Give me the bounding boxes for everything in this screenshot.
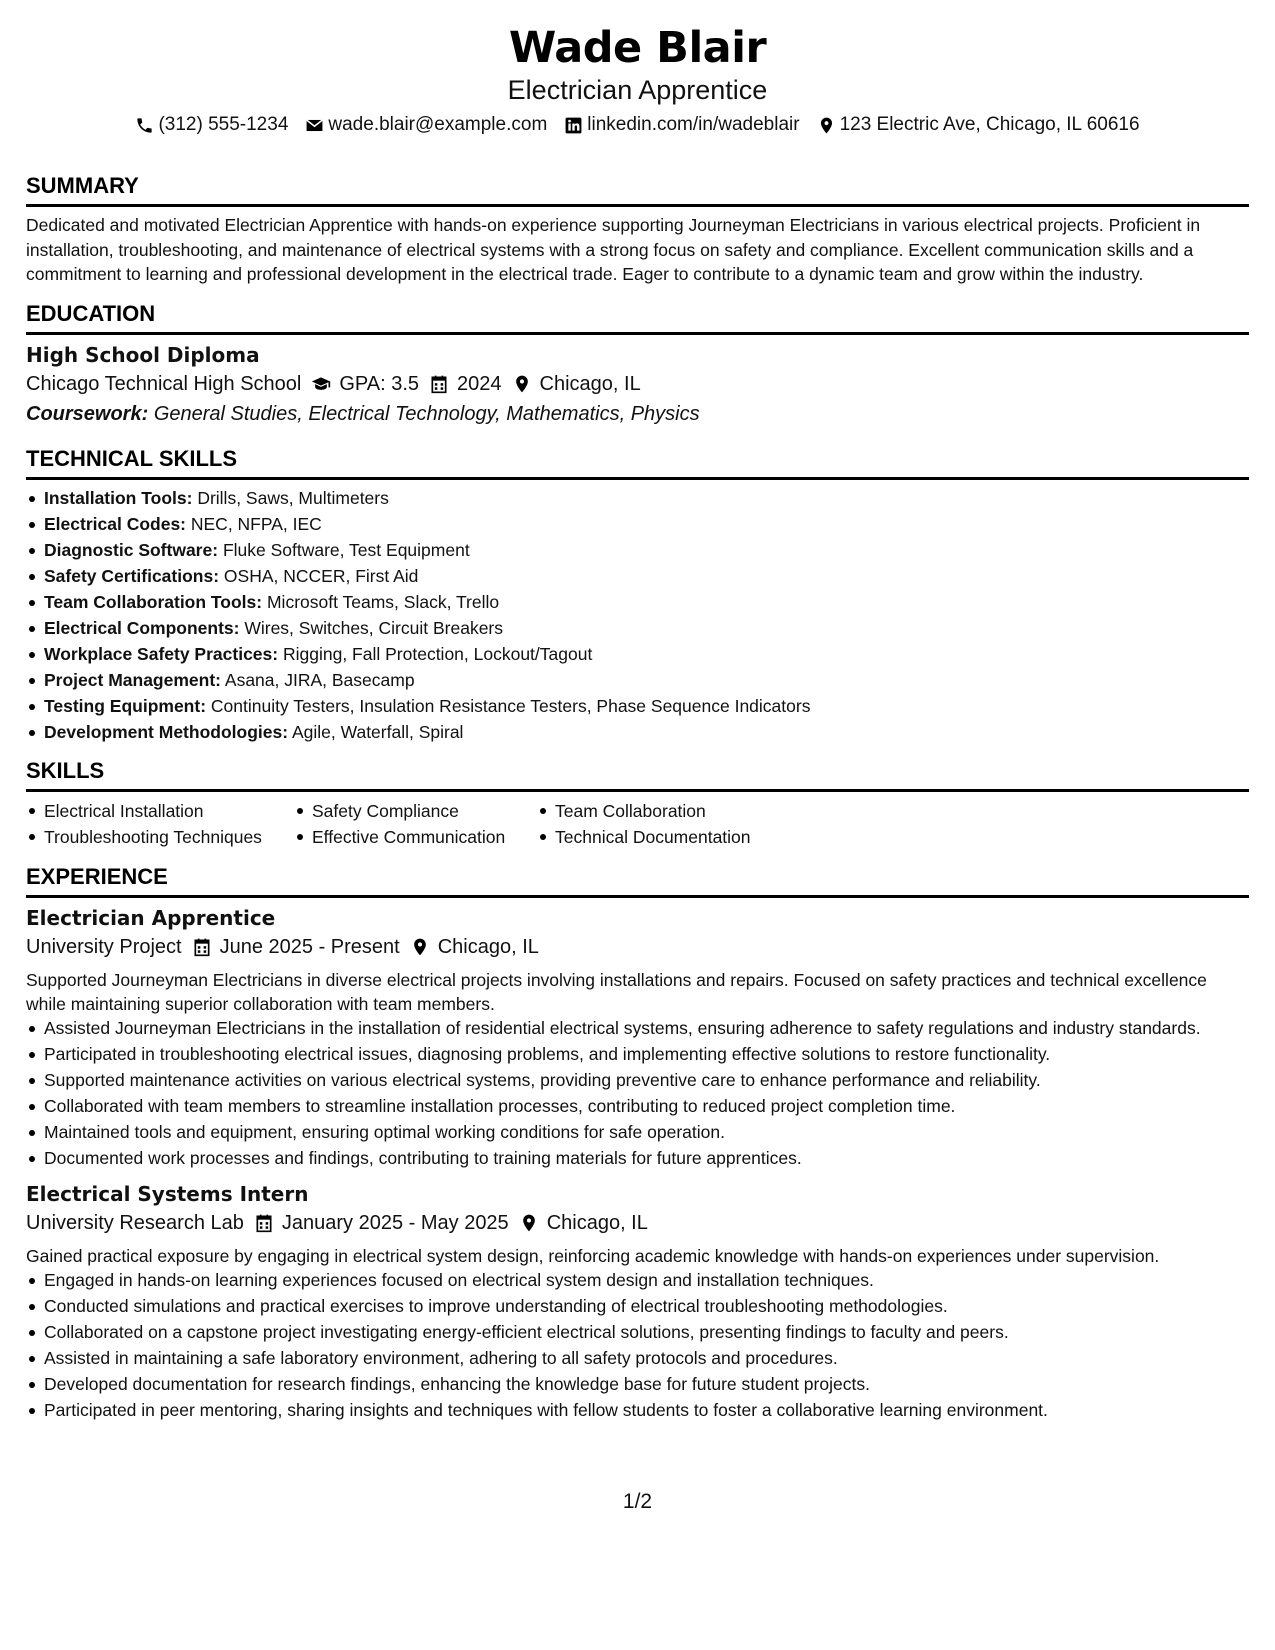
job-location: Chicago, IL [519, 1208, 648, 1238]
list-item: Project Management: Asana, JIRA, Basecamp [44, 668, 1249, 692]
coursework-list: General Studies, Electrical Technology, Mathematics, Physics [153, 402, 700, 425]
experience-entry [26, 904, 1249, 1170]
experience-entry [26, 1180, 1249, 1422]
contact-email-text: wade.blair@example.com [328, 114, 548, 135]
list-item: Assisted Journeyman Electricians in the installation of residential electrical systems, ensuring adherence to safety regulations and industry standards. [44, 1016, 1249, 1040]
section-divider [26, 789, 1249, 792]
calendar-icon [192, 937, 212, 957]
section-heading-technical-skills: TECHNICAL SKILLS [26, 445, 238, 471]
section-divider [26, 895, 1249, 898]
map-pin-icon [512, 374, 532, 394]
candidate-name: Wade Blair [508, 23, 767, 73]
list-item: Installation Tools: Drills, Saws, Multimeters [44, 486, 1249, 510]
list-item: Electrical Components: Wires, Switches, Circuit Breakers [44, 616, 1249, 640]
list-item: Electrical Installation [44, 798, 312, 824]
envelope-icon [305, 116, 324, 135]
list-item: Maintained tools and equipment, ensuring optimal working conditions for safe operation. [44, 1120, 1249, 1144]
map-pin-icon [817, 116, 836, 135]
list-item: Supported maintenance activities on various electrical systems, providing preventive care to enhance performance and reliability. [44, 1068, 1249, 1092]
coursework-label: Coursework: [26, 402, 149, 425]
list-item: Safety Compliance [312, 798, 555, 824]
contact-address-text: 123 Electric Ave, Chicago, IL 60616 [839, 114, 1140, 135]
section-divider [26, 332, 1249, 335]
job-location: Chicago, IL [410, 932, 539, 962]
phone-icon [135, 116, 154, 135]
section-heading-summary: SUMMARY [26, 173, 139, 198]
education-coursework [26, 399, 1249, 429]
list-item: Collaborated with team members to streamline installation processes, contributing to reduced project completion time. [44, 1094, 1249, 1118]
technical-skills-section [26, 446, 1249, 744]
page-number: 1/2 [622, 1490, 653, 1513]
list-item: Conducted simulations and practical exercises to improve understanding of electrical troubleshooting methodologies. [44, 1294, 1249, 1318]
job-description: Supported Journeyman Electricians in diverse electrical projects involving installations and repairs. Focused on safety practices and technical excellence while maintaining superior collaboration with team members. [26, 969, 1207, 1014]
summary-section [26, 173, 1249, 287]
list-item: Troubleshooting Techniques [44, 824, 312, 850]
contact-address [817, 113, 1140, 137]
contact-linkedin-text: linkedin.com/in/wadeblair [587, 114, 800, 135]
list-item: Development Methodologies: Agile, Waterfall, Spiral [44, 720, 1249, 744]
education-degree: High School Diploma [26, 342, 260, 367]
job-title: Electrical Systems Intern [26, 1181, 309, 1206]
job-org: University Project [26, 935, 182, 958]
experience-section [26, 864, 1249, 1422]
education-location: Chicago, IL [512, 369, 641, 399]
skills-section [26, 758, 1249, 850]
list-item: Team Collaboration [555, 798, 815, 824]
resume-page [26, 0, 1249, 1424]
list-item: Team Collaboration Tools: Microsoft Teams, Slack, Trello [44, 590, 1249, 614]
list-item: Assisted in maintaining a safe laboratory environment, adhering to all safety protocols and procedures. [44, 1346, 1249, 1370]
section-heading-skills: SKILLS [26, 757, 105, 783]
section-heading-experience: EXPERIENCE [26, 863, 168, 889]
job-meta [26, 1208, 1249, 1238]
education-gpa: GPA: 3.5 [311, 369, 419, 399]
contact-phone[interactable] [135, 113, 288, 137]
education-meta [26, 369, 1249, 399]
list-item: Effective Communication [312, 824, 555, 850]
resume-header [26, 0, 1249, 137]
list-item: Diagnostic Software: Fluke Software, Test Equipment [44, 538, 1249, 562]
list-item: Documented work processes and findings, contributing to training materials for future apprentices. [44, 1146, 1249, 1170]
summary-text: Dedicated and motivated Electrician Apprentice with hands-on experience supporting Journeyman Electricians in various electrical projects. Proficient in installation, troubleshooting, and maintenance of electrical systems with a strong focus on safety and compliance. Excellent communication skills and a commitment to learning and professional development in the electrical trade. Eager to contribute to a dynamic team and grow within the industry. [26, 215, 1201, 284]
job-org: University Research Lab [26, 1211, 244, 1234]
job-title: Electrician Apprentice [26, 905, 276, 930]
list-item: Workplace Safety Practices: Rigging, Fall Protection, Lockout/Tagout [44, 642, 1249, 666]
list-item: Developed documentation for research findings, enhancing the knowledge base for future student projects. [44, 1372, 1249, 1396]
contact-phone-text: (312) 555-1234 [158, 114, 289, 135]
job-meta [26, 932, 1249, 962]
contact-bar [26, 113, 1249, 137]
job-bullets [26, 1016, 1249, 1170]
skills-grid [26, 798, 1249, 850]
list-item: Collaborated on a capstone project investigating energy-efficient electrical solutions, presenting findings to faculty and peers. [44, 1320, 1249, 1344]
list-item: Safety Certifications: OSHA, NCCER, First Aid [44, 564, 1249, 588]
list-item: Testing Equipment: Continuity Testers, Insulation Resistance Testers, Phase Sequence Indicators [44, 694, 1249, 718]
section-heading-education: EDUCATION [26, 300, 156, 326]
job-dates: June 2025 - Present [192, 932, 400, 962]
contact-linkedin[interactable] [564, 113, 799, 137]
list-item: Technical Documentation [555, 824, 815, 850]
candidate-title: Electrician Apprentice [507, 75, 768, 105]
calendar-icon [254, 1213, 274, 1233]
contact-email[interactable] [305, 113, 547, 137]
list-item: Engaged in hands-on learning experiences focused on electrical system design and installation techniques. [44, 1268, 1249, 1292]
map-pin-icon [410, 937, 430, 957]
education-section [26, 301, 1249, 429]
map-pin-icon [519, 1213, 539, 1233]
list-item: Participated in peer mentoring, sharing insights and techniques with fellow students to foster a collaborative learning environment. [44, 1398, 1249, 1422]
education-school: Chicago Technical High School [26, 372, 302, 395]
section-divider [26, 477, 1249, 480]
job-dates: January 2025 - May 2025 [254, 1208, 509, 1238]
job-bullets [26, 1268, 1249, 1422]
section-divider [26, 204, 1249, 207]
graduation-cap-icon [311, 374, 331, 394]
list-item: Participated in troubleshooting electrical issues, diagnosing problems, and implementing effective solutions to restore functionality. [44, 1042, 1249, 1066]
job-description: Gained practical exposure by engaging in electrical system design, reinforcing academic knowledge with hands-on experiences under supervision. [26, 1245, 1160, 1266]
list-item: Electrical Codes: NEC, NFPA, IEC [44, 512, 1249, 536]
calendar-icon [429, 374, 449, 394]
linkedin-icon [564, 116, 583, 135]
education-year: 2024 [429, 369, 502, 399]
technical-skills-list [26, 486, 1249, 744]
